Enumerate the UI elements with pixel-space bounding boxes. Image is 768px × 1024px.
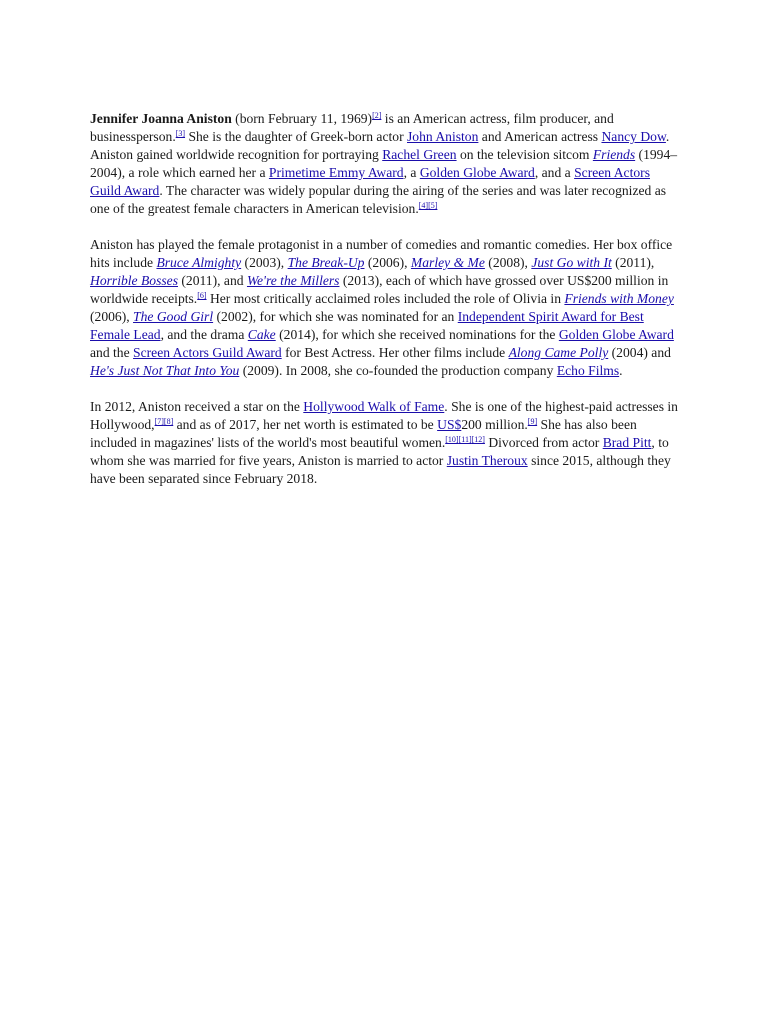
link-john-aniston[interactable]: John Aniston [407, 129, 479, 144]
text: (2014), for which she received nominations for the [275, 327, 559, 342]
text: (born February 11, 1969) [231, 111, 373, 126]
citation-link[interactable]: [3] [175, 129, 186, 138]
citation-ref[interactable] [372, 111, 381, 120]
text: She has also been included in magazines' lists of the world's most beautiful women. [90, 417, 637, 450]
text: since 2015, although they have been separated since February 2018. [90, 453, 671, 486]
link-cake[interactable]: Cake [247, 327, 276, 342]
citation-ref[interactable] [176, 129, 185, 138]
text: and the [90, 345, 134, 360]
text: and American actress [478, 129, 602, 144]
link-the-break-up[interactable]: The Break-Up [287, 255, 365, 270]
link-usd[interactable]: US$ [437, 417, 462, 432]
link-nancy-dow[interactable]: Nancy Dow [601, 129, 666, 144]
text: (2008), [484, 255, 532, 270]
citation-link[interactable]: [2] [372, 111, 382, 120]
citation-ref[interactable] [419, 201, 438, 210]
citation-ref[interactable] [445, 435, 485, 444]
text: on the television sitcom [456, 147, 593, 162]
text: (2002), for which she was nominated for an [213, 309, 458, 324]
text: (2006), [364, 255, 411, 270]
link-hollywood-walk-of-fame[interactable]: Hollywood Walk of Fame [303, 399, 445, 414]
link-bruce-almighty[interactable]: Bruce Almighty [156, 255, 242, 270]
link-golden-globe-award[interactable]: Golden Globe Award [419, 165, 535, 180]
citation-link[interactable]: [12] [471, 435, 485, 444]
link-friends-with-money[interactable]: Friends with Money [564, 291, 674, 306]
subject-name: Jennifer Joanna Aniston [90, 111, 232, 126]
link-primetime-emmy-award[interactable]: Primetime Emmy Award [268, 165, 404, 180]
citation-link[interactable]: [10] [445, 435, 459, 444]
text: for Best Actress. Her other films include [281, 345, 509, 360]
text: (2013), each of which have grossed over US$200 million in worldwide receipts. [90, 273, 669, 306]
text: She is the daughter of Greek-born actor [185, 129, 408, 144]
link-hes-just-not-that-into-you[interactable]: He's Just Not That Into You [90, 363, 240, 378]
citation-link[interactable]: [8] [163, 417, 174, 426]
text: (2004) and [608, 345, 671, 360]
link-screen-actors-guild-award[interactable]: Screen Actors Guild Award [133, 345, 282, 360]
text: , a [403, 165, 420, 180]
text: Aniston has played the female protagonist in a number of comedies and romantic comedies. Her box office hits include [90, 237, 673, 270]
text: In 2012, Aniston received a star on the [90, 399, 304, 414]
text: , and a [534, 165, 575, 180]
link-horrible-bosses[interactable]: Horrible Bosses [90, 273, 178, 288]
link-were-the-millers[interactable]: We're the Millers [246, 273, 340, 288]
text: is an American actress, film producer, and businessperson. [90, 111, 614, 144]
paragraph-personal [90, 398, 680, 488]
text: (2006), [90, 309, 134, 324]
text: and as of 2017, her net worth is estimated to be [173, 417, 438, 432]
link-just-go-with-it[interactable]: Just Go with It [531, 255, 612, 270]
citation-link[interactable]: [7] [154, 417, 164, 426]
text: . She is one of the highest-paid actresses in Hollywood, [90, 399, 678, 432]
link-independent-spirit-award[interactable]: Independent Spirit Award for Best Female Lead [90, 309, 644, 342]
document-page [90, 110, 680, 506]
citation-link[interactable]: [11] [458, 435, 472, 444]
paragraph-career [90, 236, 680, 380]
citation-link[interactable]: [6] [197, 291, 207, 300]
citation-link[interactable]: [9] [527, 417, 538, 426]
text: . [619, 363, 623, 378]
link-marley-and-me[interactable]: Marley & Me [410, 255, 485, 270]
text: (1994–2004), a role which earned her a [90, 147, 678, 180]
paragraph-intro [90, 110, 680, 218]
link-golden-globe-award[interactable]: Golden Globe Award [558, 327, 674, 342]
text: (2009). In 2008, she co-founded the production company [239, 363, 557, 378]
link-rachel-green[interactable]: Rachel Green [382, 147, 457, 162]
text: , to whom she was married for five years, Aniston is married to actor [90, 435, 669, 468]
link-screen-actors-guild-award[interactable]: Screen Actors Guild Award [90, 165, 650, 198]
citation-ref[interactable] [155, 417, 174, 426]
text: Divorced from actor [484, 435, 603, 450]
text: (2003), [241, 255, 288, 270]
citation-link[interactable]: [5] [428, 201, 438, 210]
link-brad-pitt[interactable]: Brad Pitt [602, 435, 652, 450]
text: 200 million. [461, 417, 528, 432]
text: (2011), and [177, 273, 247, 288]
text: (2011), [611, 255, 655, 270]
link-along-came-polly[interactable]: Along Came Polly [508, 345, 609, 360]
citation-ref[interactable] [197, 291, 206, 300]
text: Her most critically acclaimed roles included the role of Olivia in [206, 291, 565, 306]
link-echo-films[interactable]: Echo Films [556, 363, 620, 378]
citation-ref[interactable] [528, 417, 537, 426]
link-friends[interactable]: Friends [592, 147, 636, 162]
text: . The character was widely popular during the airing of the series and was later recognized as one of the greatest female characters in American television. [90, 183, 667, 216]
citation-link[interactable]: [4] [418, 201, 429, 210]
text: , and the drama [160, 327, 248, 342]
text: . Aniston gained worldwide recognition for portraying [90, 129, 670, 162]
link-the-good-girl[interactable]: The Good Girl [133, 309, 214, 324]
link-justin-theroux[interactable]: Justin Theroux [446, 453, 528, 468]
